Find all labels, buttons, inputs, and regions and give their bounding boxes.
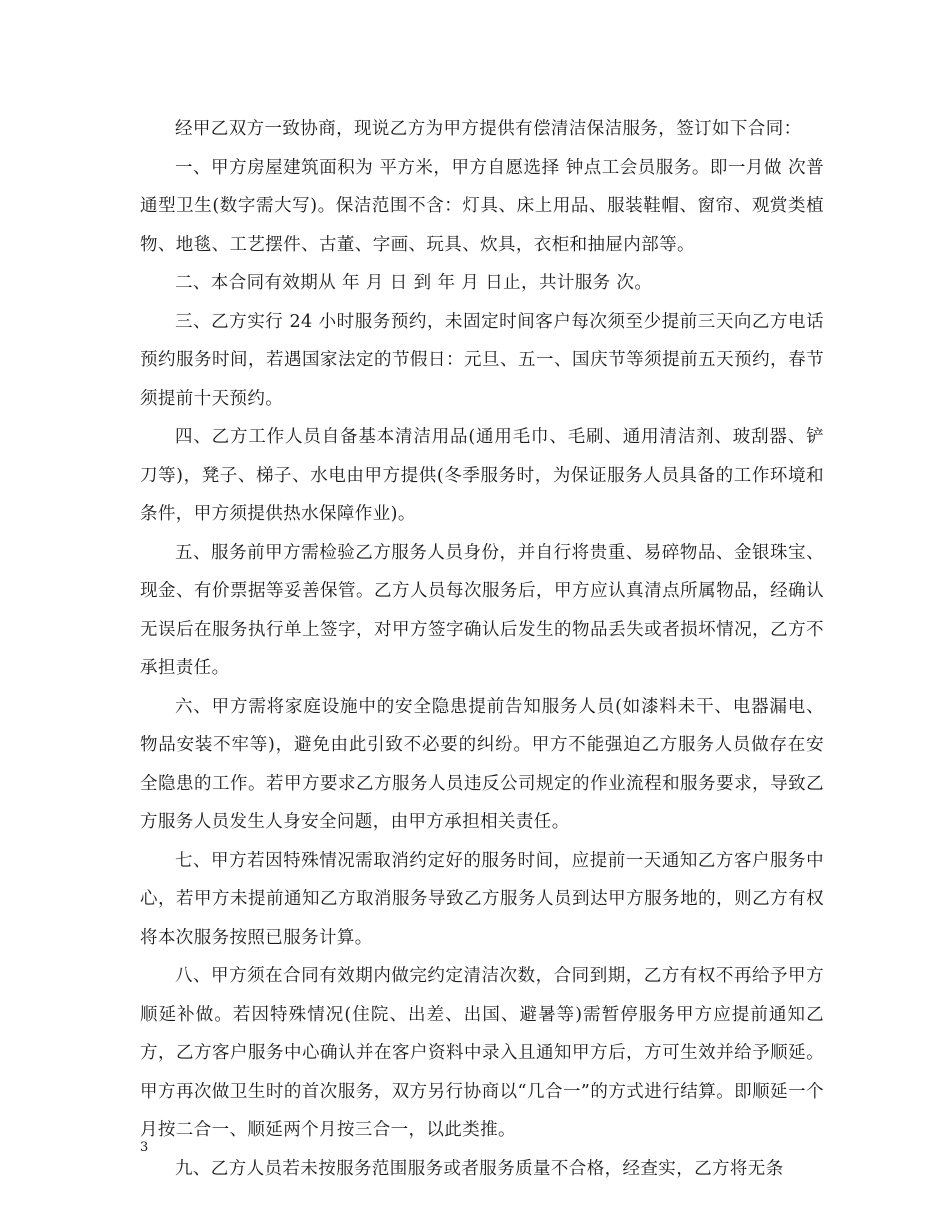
paragraph-clause-8: 八、甲方须在合同有效期内做完约定清洁次数，合同到期，乙方有权不再给予甲方顺延补做。若因特殊情况(住院、出差、出国、避暑等)需暂停服务甲方应提前通知乙方，乙方客户服务中心确认并在客户资料中录入且通知甲方后，方可生效并给予顺延。甲方再次做卫生时的首次服务，双方另行协商以“几合一”的方式进行结算。即顺延一个月按二合一、顺延两个月按三合一，以此类推。 [140,966,824,1140]
paragraph-clause-3: 三、乙方实行 24 小时服务预约，未固定时间客户每次须至少提前三天向乙方电话预约服务时间，若遇国家法定的节假日：元旦、五一、国庆节等须提前五天预约，春节须提前十天预约。 [140,311,824,409]
paragraph-clause-6: 六、甲方需将家庭设施中的安全隐患提前告知服务人员(如漆料未干、电器漏电、物品安装不牢等)，避免由此引致不必要的纠纷。甲方不能强迫乙方服务人员做存在安全隐患的工作。若甲方要求乙方服务人员违反公司规定的作业流程和服务要求，导致乙方服务人员发生人身安全问题，由甲方承担相关责任。 [140,696,824,832]
paragraph-clause-7: 七、甲方若因特殊情况需取消约定好的服务时间，应提前一天通知乙方客户服务中心，若甲方未提前通知乙方取消服务导致乙方服务人员到达甲方服务地的，则乙方有权将本次服务按照已服务计算。 [140,850,824,948]
document-body [140,110,824,1188]
paragraph-clause-1: 一、甲方房屋建筑面积为 平方米，甲方自愿选择 钟点工会员服务。即一月做 次普通型卫生(数字需大写)。保洁范围不含：灯具、床上用品、服装鞋帽、窗帘、观赏类植物、地毯、工艺摆件、古董、字画、玩具、炊具，衣柜和抽屉内部等。 [140,157,824,255]
paragraph-clause-5: 五、服务前甲方需检验乙方服务人员身份，并自行将贵重、易碎物品、金银珠宝、现金、有价票据等妥善保管。乙方人员每次服务后，甲方应认真清点所属物品，经确认无误后在服务执行单上签字，对甲方签字确认后发生的物品丢失或者损坏情况，乙方不承担责任。 [140,542,824,678]
paragraph-intro: 经甲乙双方一致协商，现说乙方为甲方提供有偿清洁保洁服务，签订如下合同： [175,119,802,139]
paragraph-clause-4: 四、乙方工作人员自备基本清洁用品(通用毛巾、毛刷、通用清洁剂、玻刮器、铲刀等)，凳子、梯子、水电由甲方提供(冬季服务时，为保证服务人员具备的工作环境和条件，甲方须提供热水保障作业)。 [140,427,824,524]
paragraph-clause-9: 九、乙方人员若未按服务范围服务或者服务质量不合格，经查实，乙方将无条 [175,1158,784,1179]
page-number: 3 [140,1140,149,1155]
paragraph-clause-2: 二、本合同有效期从 年 月 日 到 年 月 日止，共计服务 次。 [175,273,653,293]
